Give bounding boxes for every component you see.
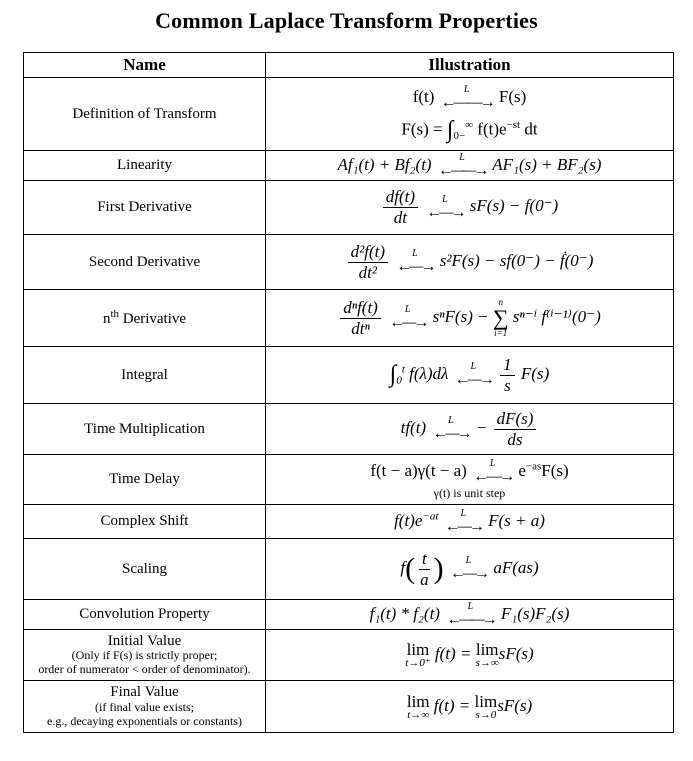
- row-name: Complex Shift: [24, 505, 266, 539]
- table-row: [24, 347, 674, 404]
- row-illustration: [266, 78, 674, 151]
- table-row: [24, 539, 674, 600]
- row-name: Final Value (if final value exists; e.g., decaying exponentials or constants): [24, 681, 266, 733]
- row-name: Second Derivative: [24, 235, 266, 290]
- table-row: [24, 235, 674, 290]
- transform-arrow: L ←—→: [426, 193, 464, 221]
- transform-arrow: L ←——→: [446, 600, 495, 628]
- table-row: [24, 455, 674, 505]
- row-illustration: tf(t) L ←—→ − $\frac{dF(s)}{ds}$: [266, 404, 674, 455]
- row-illustration: $f(t)e^{-at}$ L ←—→ F(s + a): [266, 505, 674, 539]
- row-illustration: $\frac{\text{d²f(t)}}{\text{dt²}}$ L ←—→ s²F(s) − sf(0⁻) − ḟ(0⁻): [266, 235, 674, 290]
- table-row: [24, 151, 674, 181]
- table-row: [24, 600, 674, 630]
- column-header-illustration: Illustration: [266, 53, 674, 78]
- row-illustration: f(t − a)γ(t − a) L ←—→ $e^{-as}F(s)$ γ(t) is unit step: [266, 455, 674, 505]
- row-name: Linearity: [24, 151, 266, 181]
- table-row: [24, 290, 674, 347]
- page-title: Common Laplace Transform Properties: [155, 8, 538, 33]
- transform-arrow: L ←—→: [449, 555, 488, 582]
- row-name: Time Multiplication: [24, 404, 266, 455]
- row-illustration: $\frac{df(t)}{dt}$ L ←—→ sF(s) − f(0⁻): [266, 181, 674, 235]
- transform-arrow: L ←——→: [440, 83, 493, 111]
- transform-arrow: L ←—→: [396, 248, 434, 275]
- column-header-name: Name: [24, 53, 266, 78]
- table-header-row: [24, 53, 674, 78]
- row-illustration: f₁(t) * f₂(t) L ←——→ F₁(s)F₂(s): [266, 600, 674, 630]
- definition-pair: f(t) L ←——→ F(s): [412, 83, 527, 111]
- row-name: Initial Value (Only if F(s) is strictly proper; order of numerator < order of denominator).: [24, 630, 266, 681]
- table-row: [24, 681, 674, 733]
- laplace-properties-table: [23, 52, 674, 733]
- row-illustration: Af₁(t) + Bf₂(t) L ←——→ AF₁(s) + BF₂(s): [266, 151, 674, 181]
- table-row: [24, 630, 674, 681]
- row-illustration: $\int_0^t$ f(λ)dλ L ←—→ $\frac{1}{s}$ F(s): [266, 347, 674, 404]
- transform-arrow: L ←—→: [389, 304, 427, 331]
- row-illustration: $\frac{\text{dⁿf(t)}}{\text{dtⁿ}}$ L ←—→ sⁿF(s) − n ∑ i=1 sⁿ⁻ⁱ f⁽ⁱ⁻¹⁾(0⁻): [266, 290, 674, 347]
- unit-step-note: γ(t) is unit step: [433, 485, 506, 500]
- row-name: $n^{th}$ Derivative: [24, 290, 266, 347]
- transform-arrow: L ←—→: [444, 507, 482, 535]
- table-row: [24, 505, 674, 539]
- transform-arrow: L ←——→: [437, 151, 487, 179]
- transform-arrow: L ←—→: [473, 457, 513, 485]
- row-name: Integral: [24, 347, 266, 404]
- table-row: [24, 78, 674, 151]
- transform-arrow: L ←—→: [432, 415, 470, 442]
- summation-symbol: n ∑ i=1: [492, 297, 509, 338]
- table-row: [24, 181, 674, 235]
- row-name: First Derivative: [24, 181, 266, 235]
- row-name: Definition of Transform: [24, 78, 266, 151]
- row-illustration: lim t→∞ f(t) = lim s→0 sF(s): [266, 681, 674, 733]
- row-name: Scaling: [24, 539, 266, 600]
- row-illustration: lim t→0⁺ f(t) = lim s→∞ sF(s): [266, 630, 674, 681]
- row-name: Convolution Property: [24, 600, 266, 630]
- definition-integral: $F(s) = \int_{0-}^\infty$ $f(t)e^{-st}$ dt: [401, 116, 538, 143]
- row-name: Time Delay: [24, 455, 266, 505]
- transform-arrow: L ←—→: [454, 361, 492, 388]
- row-illustration: f( $\frac{t}{a}$ ) L ←—→ aF(as): [266, 539, 674, 600]
- table-row: [24, 404, 674, 455]
